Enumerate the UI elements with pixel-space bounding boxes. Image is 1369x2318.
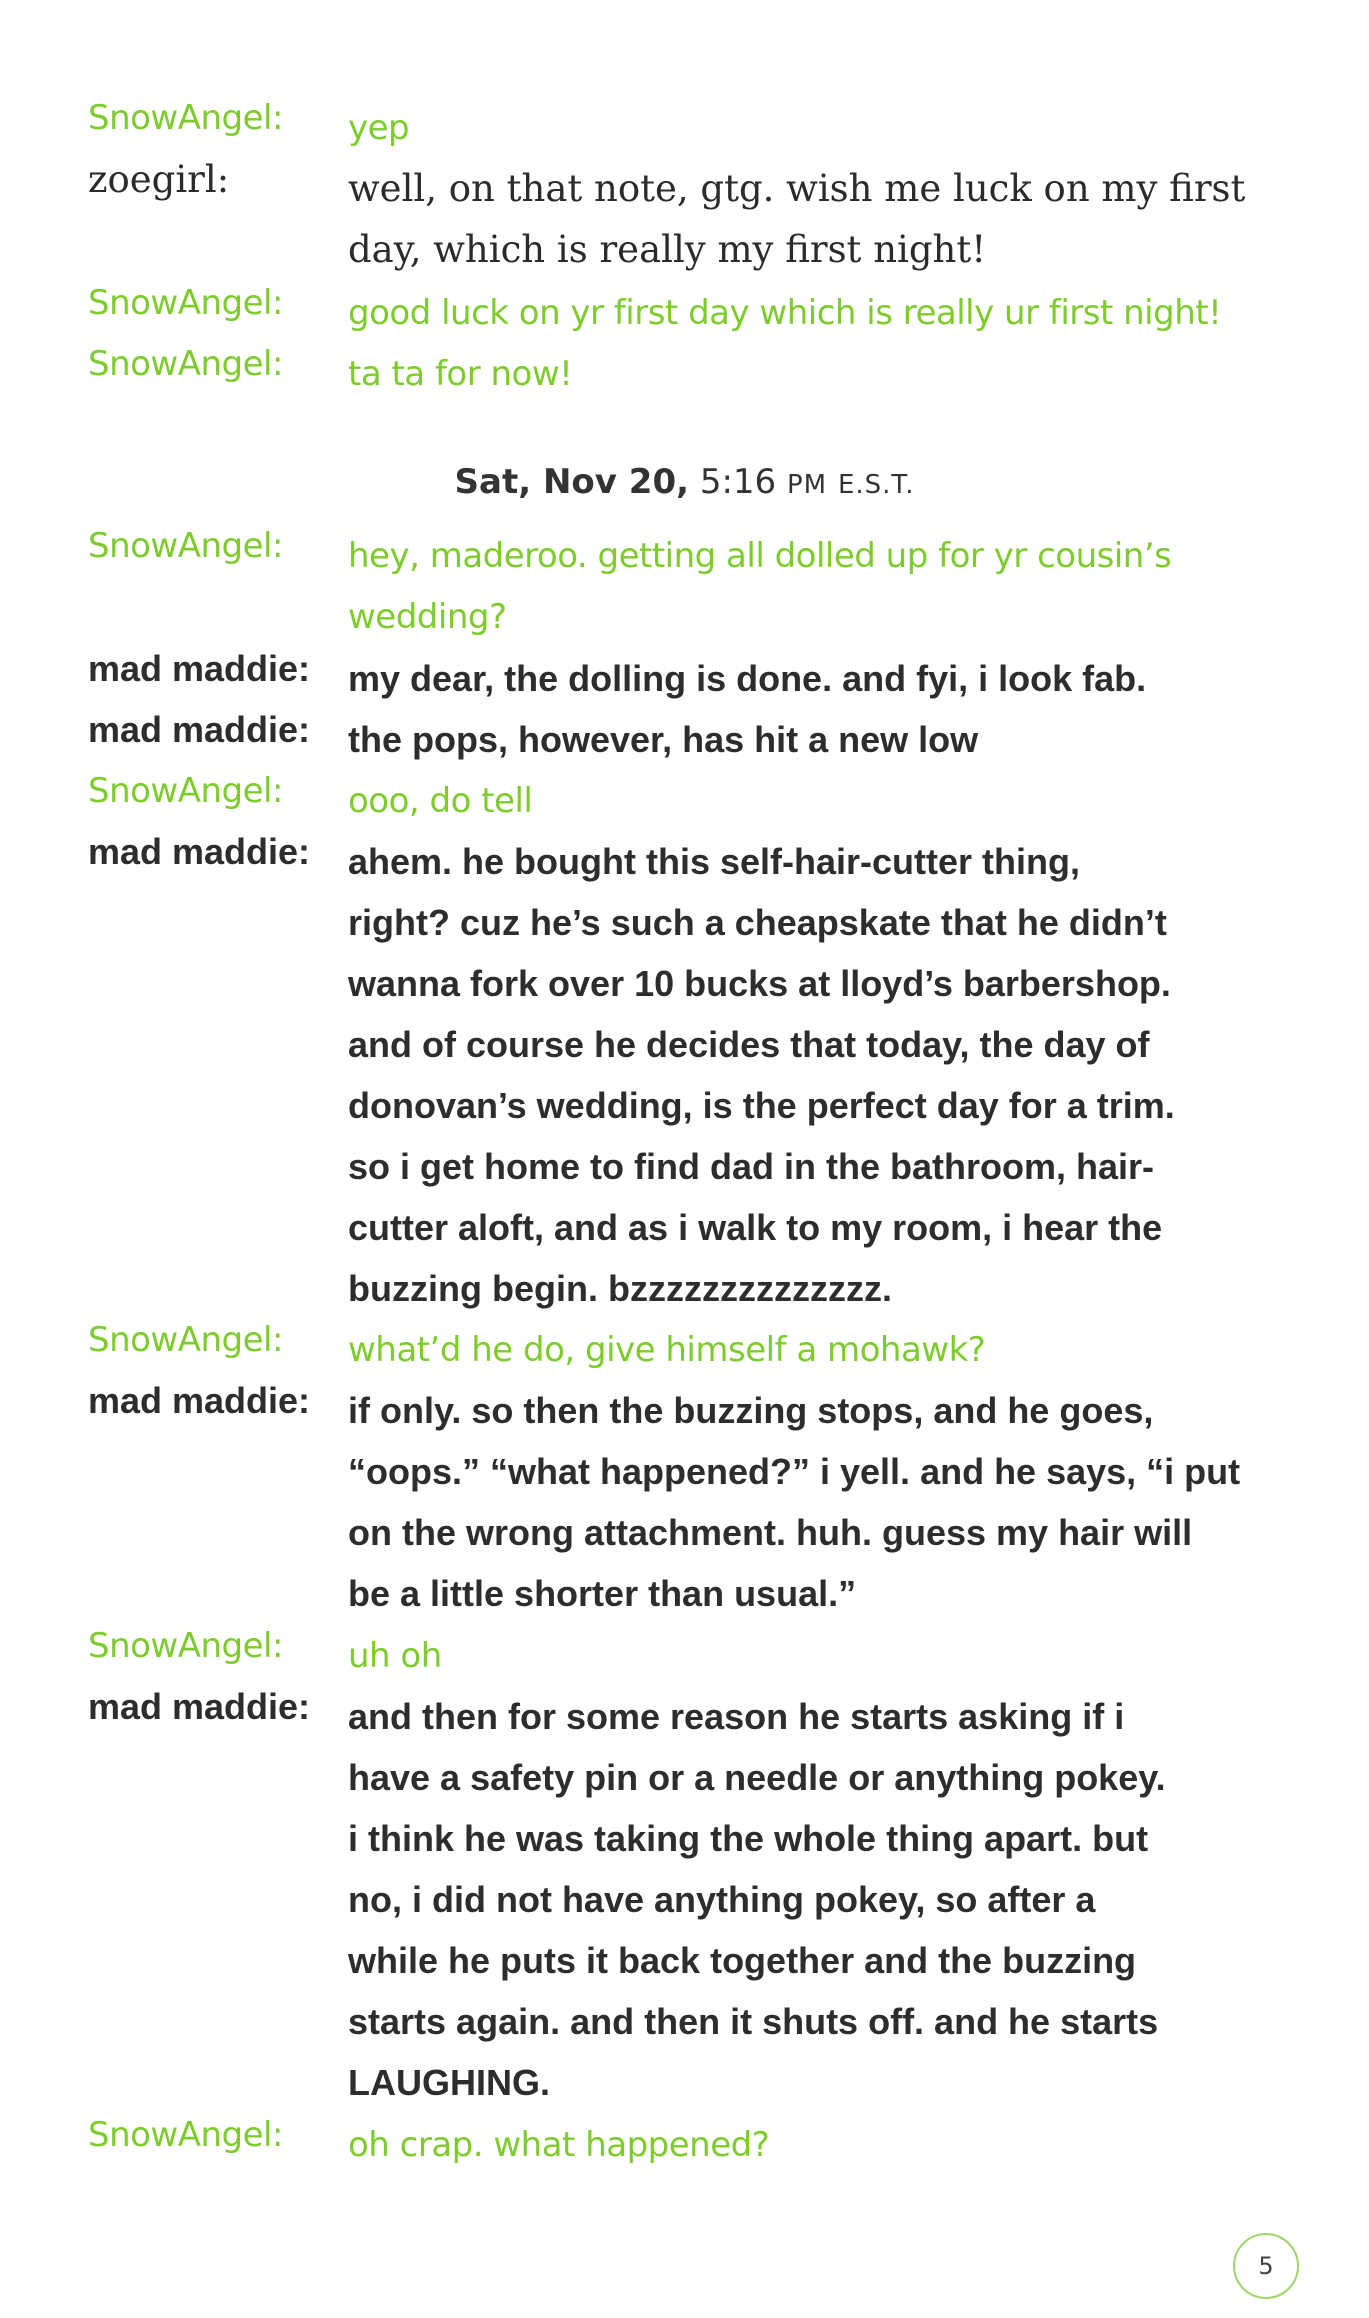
message-line: ooo, do tell	[348, 781, 533, 821]
speaker-name: zoegirl:	[88, 158, 230, 201]
chat-timestamp	[0, 462, 1369, 502]
message-text	[348, 709, 1258, 770]
message-line: have a safety pin or a needle or anything pokey.	[348, 1757, 1166, 1798]
timestamp-day: Sat, Nov 20,	[454, 462, 690, 502]
speaker-name: mad maddie:	[88, 648, 311, 689]
message-line: hey, maderoo. getting all dolled up for yr cousin’s	[348, 536, 1172, 576]
message-text	[348, 526, 1258, 648]
message-text	[348, 1686, 1258, 2113]
message-text	[348, 1380, 1258, 1624]
timestamp-time: 5:16	[699, 462, 777, 502]
message-line: well, on that note, gtg. wish me luck on my first	[348, 167, 1246, 210]
message-line: “oops.” “what happened?” i yell. and he says, “i put	[348, 1451, 1241, 1492]
message-line: no, i did not have anything pokey, so after a	[348, 1879, 1096, 1920]
message-line: good luck on yr first day which is really ur first night!	[348, 293, 1222, 333]
message-line: starts again. and then it shuts off. and he starts	[348, 2001, 1159, 2042]
message-text	[348, 771, 1258, 832]
message-text	[348, 283, 1258, 344]
message-line: so i get home to find dad in the bathroom, hair-	[348, 1146, 1154, 1187]
message-line: wedding?	[348, 597, 507, 637]
message-text	[348, 1320, 1258, 1381]
speaker-name: mad maddie:	[88, 831, 311, 872]
speaker-name: SnowAngel:	[88, 344, 283, 384]
message-line: my dear, the dolling is done. and fyi, i look fab.	[348, 658, 1147, 699]
message-text	[348, 831, 1258, 1319]
message-line: if only. so then the buzzing stops, and he goes,	[348, 1390, 1154, 1431]
message-line: ta ta for now!	[348, 354, 573, 394]
message-text	[348, 2115, 1258, 2176]
speaker-name: SnowAngel:	[88, 283, 283, 323]
message-line: day, which is really my first night!	[348, 228, 987, 271]
speaker-name: SnowAngel:	[88, 1320, 283, 1360]
speaker-name: SnowAngel:	[88, 98, 283, 138]
message-line: be a little shorter than usual.”	[348, 1573, 857, 1614]
speaker-name: SnowAngel:	[88, 1626, 283, 1666]
speaker-name: SnowAngel:	[88, 526, 283, 566]
message-line: uh oh	[348, 1636, 442, 1676]
message-line: cutter aloft, and as i walk to my room, i hear the	[348, 1207, 1163, 1248]
message-line: and then for some reason he starts asking if i	[348, 1696, 1125, 1737]
message-line: donovan’s wedding, is the perfect day for a trim.	[348, 1085, 1175, 1126]
message-line: right? cuz he’s such a cheapskate that he didn’t	[348, 902, 1167, 943]
message-text	[348, 344, 1258, 405]
message-line: buzzing begin. bzzzzzzzzzzzzzz.	[348, 1268, 892, 1309]
message-line: yep	[348, 108, 410, 148]
message-text	[348, 98, 1258, 159]
message-line: the pops, however, has hit a new low	[348, 719, 979, 760]
message-line: ahem. he bought this self-hair-cutter thing,	[348, 841, 1081, 882]
timestamp-ampm: PM	[787, 470, 828, 500]
message-text	[348, 1626, 1258, 1687]
message-line: and of course he decides that today, the day of	[348, 1024, 1150, 1065]
message-text	[348, 158, 1258, 280]
speaker-name: SnowAngel:	[88, 771, 283, 811]
page-number: 5	[1233, 2233, 1299, 2299]
speaker-name: mad maddie:	[88, 1686, 311, 1727]
message-line: on the wrong attachment. huh. guess my hair will	[348, 1512, 1193, 1553]
message-line: i think he was taking the whole thing apart. but	[348, 1818, 1149, 1859]
speaker-name: SnowAngel:	[88, 2115, 283, 2155]
speaker-name: mad maddie:	[88, 1380, 311, 1421]
message-line: LAUGHING.	[348, 2062, 550, 2103]
message-text	[348, 648, 1258, 709]
timestamp-zone: E.S.T.	[837, 470, 915, 500]
message-line: while he puts it back together and the buzzing	[348, 1940, 1137, 1981]
message-line: wanna fork over 10 bucks at lloyd’s barbershop.	[348, 963, 1171, 1004]
message-line: what’d he do, give himself a mohawk?	[348, 1330, 986, 1370]
message-line: oh crap. what happened?	[348, 2125, 770, 2165]
speaker-name: mad maddie:	[88, 709, 311, 750]
